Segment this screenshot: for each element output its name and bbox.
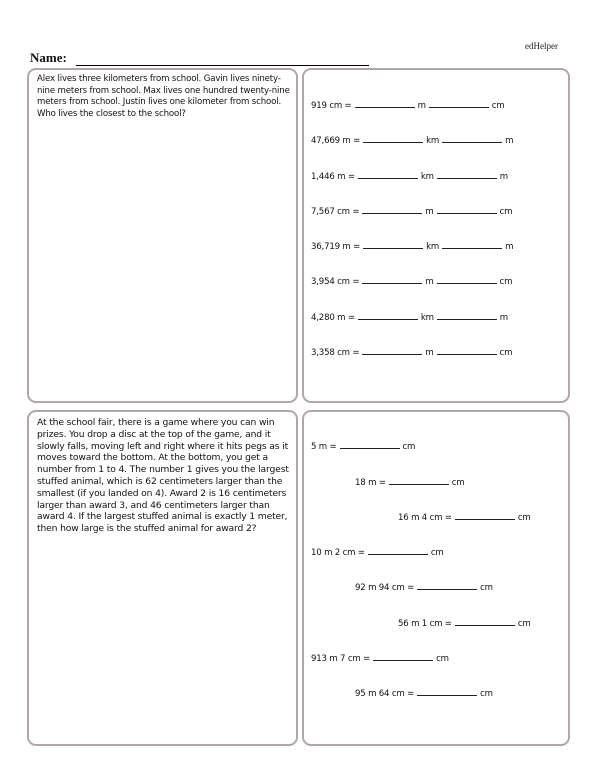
unit: km bbox=[420, 313, 434, 323]
answer-blank[interactable] bbox=[442, 240, 502, 249]
answer-blank[interactable] bbox=[442, 134, 502, 143]
word-problem-box-1 bbox=[27, 68, 298, 403]
unit: cm bbox=[517, 513, 531, 523]
unit: m bbox=[425, 207, 434, 217]
answer-blank[interactable] bbox=[363, 240, 423, 249]
unit: km bbox=[426, 242, 440, 252]
answer-blank[interactable] bbox=[358, 311, 418, 320]
given: 3,954 cm = bbox=[311, 277, 360, 287]
conversion-problem bbox=[398, 511, 531, 523]
unit: m bbox=[505, 242, 514, 252]
unit: cm bbox=[430, 548, 444, 558]
conversion-problem bbox=[311, 311, 508, 323]
given: 95 m 64 cm = bbox=[355, 689, 415, 699]
unit: m bbox=[499, 313, 508, 323]
answer-blank[interactable] bbox=[389, 476, 449, 485]
unit: m bbox=[417, 101, 426, 111]
word-problem-text: At the school fair, there is a game where you can win prizes. You drop a disc at the top of the game, and it slowly falls, moving left and right where it hits pegs as it moves toward the bottom. At the bottom, you get a number from 1 to 4. The number 1 gives you the largest stuffed animal, which is 62 centimeters larger than the smallest (if you landed on 4). Award 2 is 16 centimeters larger than award 3, and 46 centimeters larger than award 4. If the largest stuffed animal is exactly 1 meter, then how large is the stuffed animal for award 2? bbox=[37, 417, 289, 535]
conversion-problem bbox=[311, 134, 513, 146]
conversion-problem bbox=[311, 240, 513, 252]
answer-blank[interactable] bbox=[362, 205, 422, 214]
unit: cm bbox=[499, 277, 513, 287]
answer-blank[interactable] bbox=[368, 546, 428, 555]
unit: m bbox=[425, 277, 434, 287]
answer-blank[interactable] bbox=[437, 170, 497, 179]
given: 919 cm = bbox=[311, 101, 352, 111]
unit: cm bbox=[499, 348, 513, 358]
conversion-problem bbox=[311, 275, 512, 287]
unit: cm bbox=[499, 207, 513, 217]
answer-blank[interactable] bbox=[437, 311, 497, 320]
conversion-problem bbox=[311, 205, 512, 217]
unit: m bbox=[425, 348, 434, 358]
unit: m bbox=[505, 136, 514, 146]
word-problem-text: Alex lives three kilometers from school. Gavin lives ninety-nine meters from school. Max lives one hundred twenty-nine meters from school. Justin lives one kilometer from school. Who lives the closest to the school? bbox=[37, 74, 290, 119]
answer-blank[interactable] bbox=[455, 617, 515, 626]
unit: cm bbox=[436, 654, 449, 664]
conversion-problem bbox=[311, 652, 449, 664]
answer-blank[interactable] bbox=[358, 170, 418, 179]
answer-blank[interactable] bbox=[455, 511, 515, 520]
answer-blank[interactable] bbox=[355, 99, 415, 108]
conversion-problem bbox=[311, 440, 415, 452]
given: 47,669 m = bbox=[311, 136, 361, 146]
conversion-problem bbox=[355, 581, 493, 593]
given: 4,280 m = bbox=[311, 313, 355, 323]
given: 913 m 7 cm = bbox=[311, 654, 371, 664]
unit: cm bbox=[480, 583, 493, 593]
answer-blank[interactable] bbox=[417, 687, 477, 696]
unit: km bbox=[420, 172, 434, 182]
brand-label: edHelper bbox=[525, 41, 558, 51]
answer-blank[interactable] bbox=[437, 346, 497, 355]
name-label: Name: bbox=[30, 50, 67, 65]
conversion-problem bbox=[355, 687, 493, 699]
answer-blank[interactable] bbox=[437, 205, 497, 214]
unit: cm bbox=[480, 689, 493, 699]
unit: cm bbox=[517, 619, 531, 629]
name-input-line[interactable] bbox=[76, 53, 369, 66]
given: 16 m 4 cm = bbox=[398, 513, 452, 523]
answer-blank[interactable] bbox=[437, 275, 497, 284]
given: 7,567 cm = bbox=[311, 207, 360, 217]
answer-blank[interactable] bbox=[373, 652, 433, 661]
conversion-problem bbox=[311, 99, 504, 111]
given: 36,719 m = bbox=[311, 242, 361, 252]
conversion-problem bbox=[311, 546, 444, 558]
given: 1,446 m = bbox=[311, 172, 355, 182]
unit: m bbox=[499, 172, 508, 182]
answer-blank[interactable] bbox=[429, 99, 489, 108]
answer-blank[interactable] bbox=[362, 346, 422, 355]
answer-blank[interactable] bbox=[362, 275, 422, 284]
given: 5 m = bbox=[311, 442, 337, 452]
conversion-problem bbox=[398, 617, 531, 629]
conversion-box-1 bbox=[302, 68, 570, 403]
conversion-problem bbox=[355, 476, 464, 488]
unit: km bbox=[426, 136, 440, 146]
given: 18 m = bbox=[355, 478, 386, 488]
answer-blank[interactable] bbox=[363, 134, 423, 143]
given: 10 m 2 cm = bbox=[311, 548, 365, 558]
answer-blank[interactable] bbox=[417, 581, 477, 590]
answer-blank[interactable] bbox=[340, 440, 400, 449]
given: 56 m 1 cm = bbox=[398, 619, 452, 629]
given: 92 m 94 cm = bbox=[355, 583, 415, 593]
name-field bbox=[30, 50, 369, 66]
given: 3,358 cm = bbox=[311, 348, 360, 358]
unit: cm bbox=[402, 442, 416, 452]
conversion-problem bbox=[311, 346, 512, 358]
unit: cm bbox=[451, 478, 465, 488]
conversion-box-2 bbox=[302, 410, 570, 746]
conversion-problem bbox=[311, 170, 508, 182]
word-problem-box-2 bbox=[27, 410, 298, 746]
unit: cm bbox=[491, 101, 505, 111]
